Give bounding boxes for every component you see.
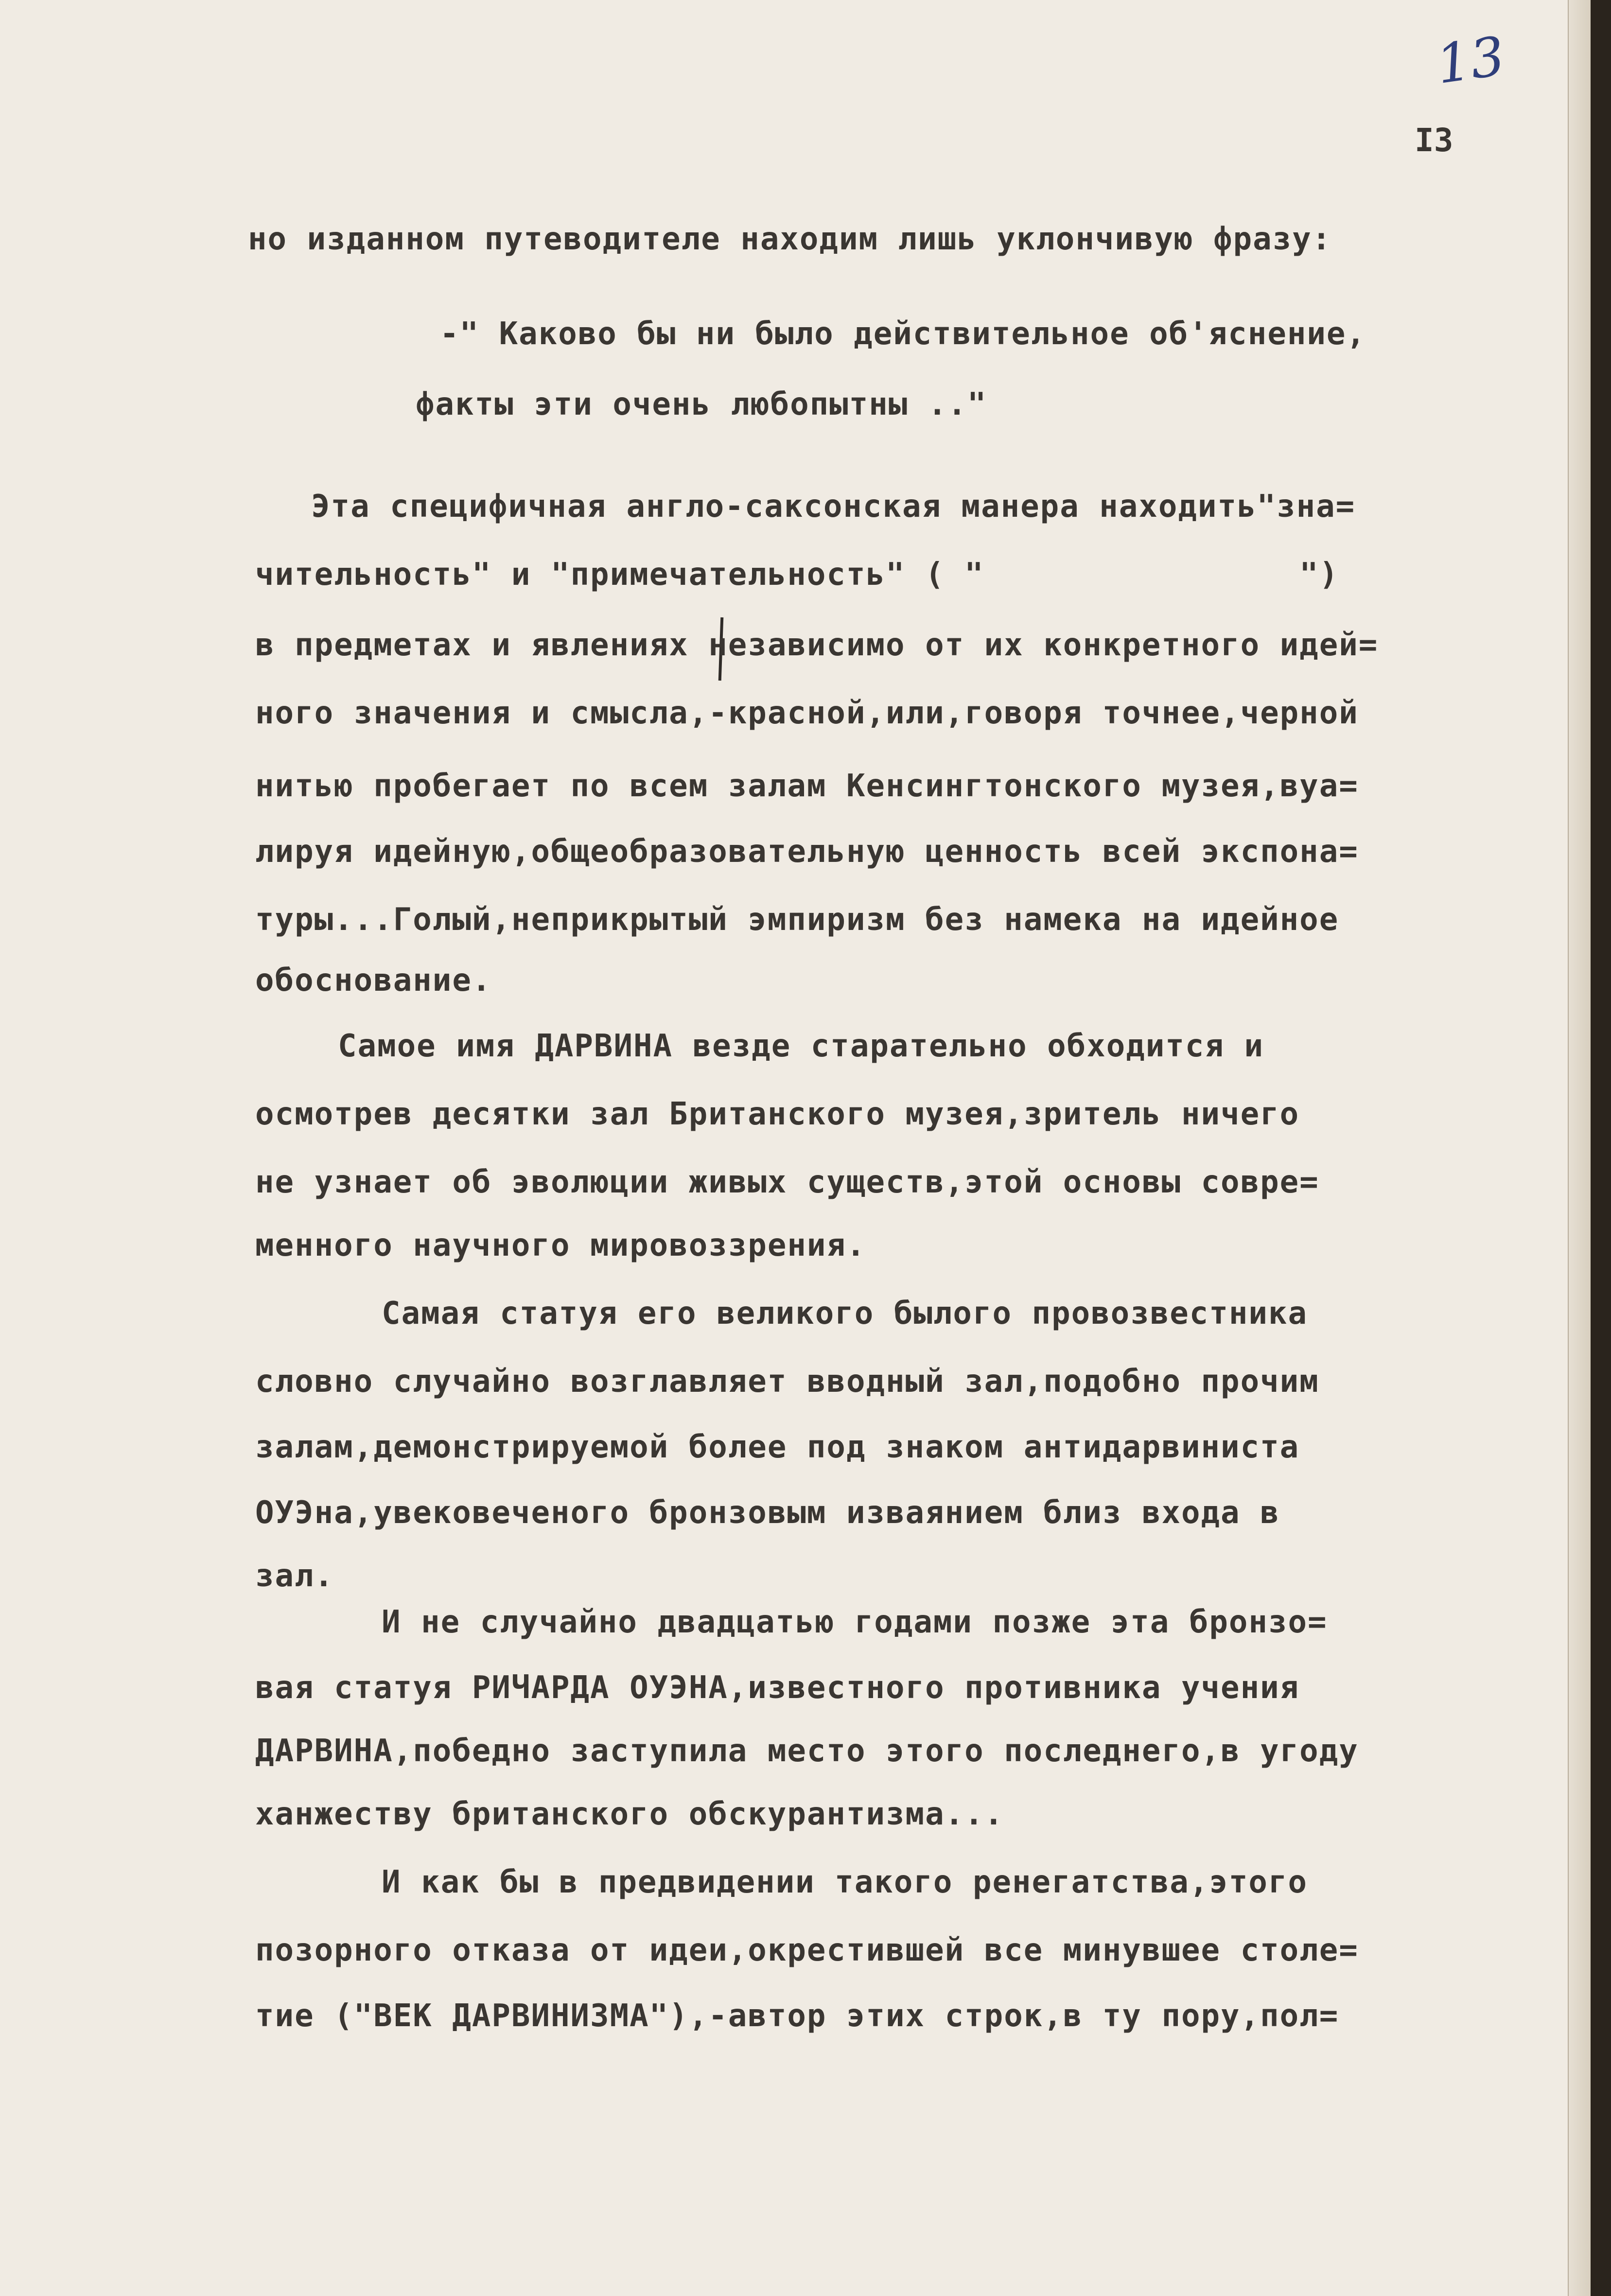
text-line: факты эти очень любопытны .." — [416, 386, 987, 422]
page-stack-edge — [1568, 0, 1591, 2296]
text-line: не узнает об эволюции живых существ,этой основы совре= — [255, 1164, 1319, 1200]
text-line: Самая статуя его великого былого провозвестника — [382, 1296, 1308, 1332]
text-line: чительность" и "примечательность" ( " ") — [255, 557, 1339, 593]
text-line: позорного отказа от идеи,окрестившей все минувшее столе= — [255, 1932, 1359, 1968]
handwritten-folio-number: 13 — [1432, 24, 1509, 96]
text-line: туры...Голый,неприкрытый эмпиризм без намека на идейное — [255, 902, 1339, 938]
text-line: лируя идейную,общеобразовательную ценность всей экспона= — [255, 834, 1359, 870]
text-line: залам,демонстрируемой более под знаком антидарвиниста — [255, 1429, 1300, 1465]
text-line: Эта специфичная англо-саксонская манера находить"зна= — [311, 489, 1356, 525]
text-line: нитью пробегает по всем залам Кенсингтонского музея,вуа= — [255, 768, 1359, 804]
text-line: менного научного мировоззрения. — [255, 1227, 866, 1263]
text-line: в предметах и явлениях независимо от их конкретного идей= — [255, 627, 1379, 663]
text-line: ДАРВИНА,победно заступила место этого последнего,в угоду — [255, 1733, 1359, 1769]
typed-page-number: I3 — [1415, 122, 1453, 159]
text-line: ОУЭна,увековеченого бронзовым изваянием близ входа в — [255, 1495, 1280, 1531]
text-line: Самое имя ДАРВИНА везде старательно обходится и — [338, 1028, 1264, 1064]
text-line: словно случайно возглавляет вводный зал,подобно прочим — [255, 1364, 1319, 1400]
text-line: вая статуя РИЧАРДА ОУЭНА,известного противника учения — [255, 1670, 1300, 1706]
text-line: осмотрев десятки зал Британского музея,зритель ничего — [255, 1096, 1300, 1132]
text-line: обоснование. — [255, 963, 492, 999]
text-line: зал. — [255, 1558, 334, 1594]
text-line: тие ("ВЕК ДАРВИНИЗМА"),-автор этих строк,в ту пору,пол= — [255, 1998, 1339, 2034]
text-line: -" Каково бы ни было действительное об'яснение, — [440, 316, 1366, 352]
text-line: И как бы в предвидении такого ренегатства,этого — [382, 1864, 1308, 1900]
text-line: но изданном путеводителе находим лишь уклончивую фразу: — [248, 221, 1332, 257]
text-line: ного значения и смысла,-красной,или,говоря точнее,черной — [255, 695, 1359, 731]
text-line: И не случайно двадцатью годами позже эта бронзо= — [382, 1604, 1328, 1640]
text-line: ханжеству британского обскурантизма... — [255, 1796, 1004, 1832]
